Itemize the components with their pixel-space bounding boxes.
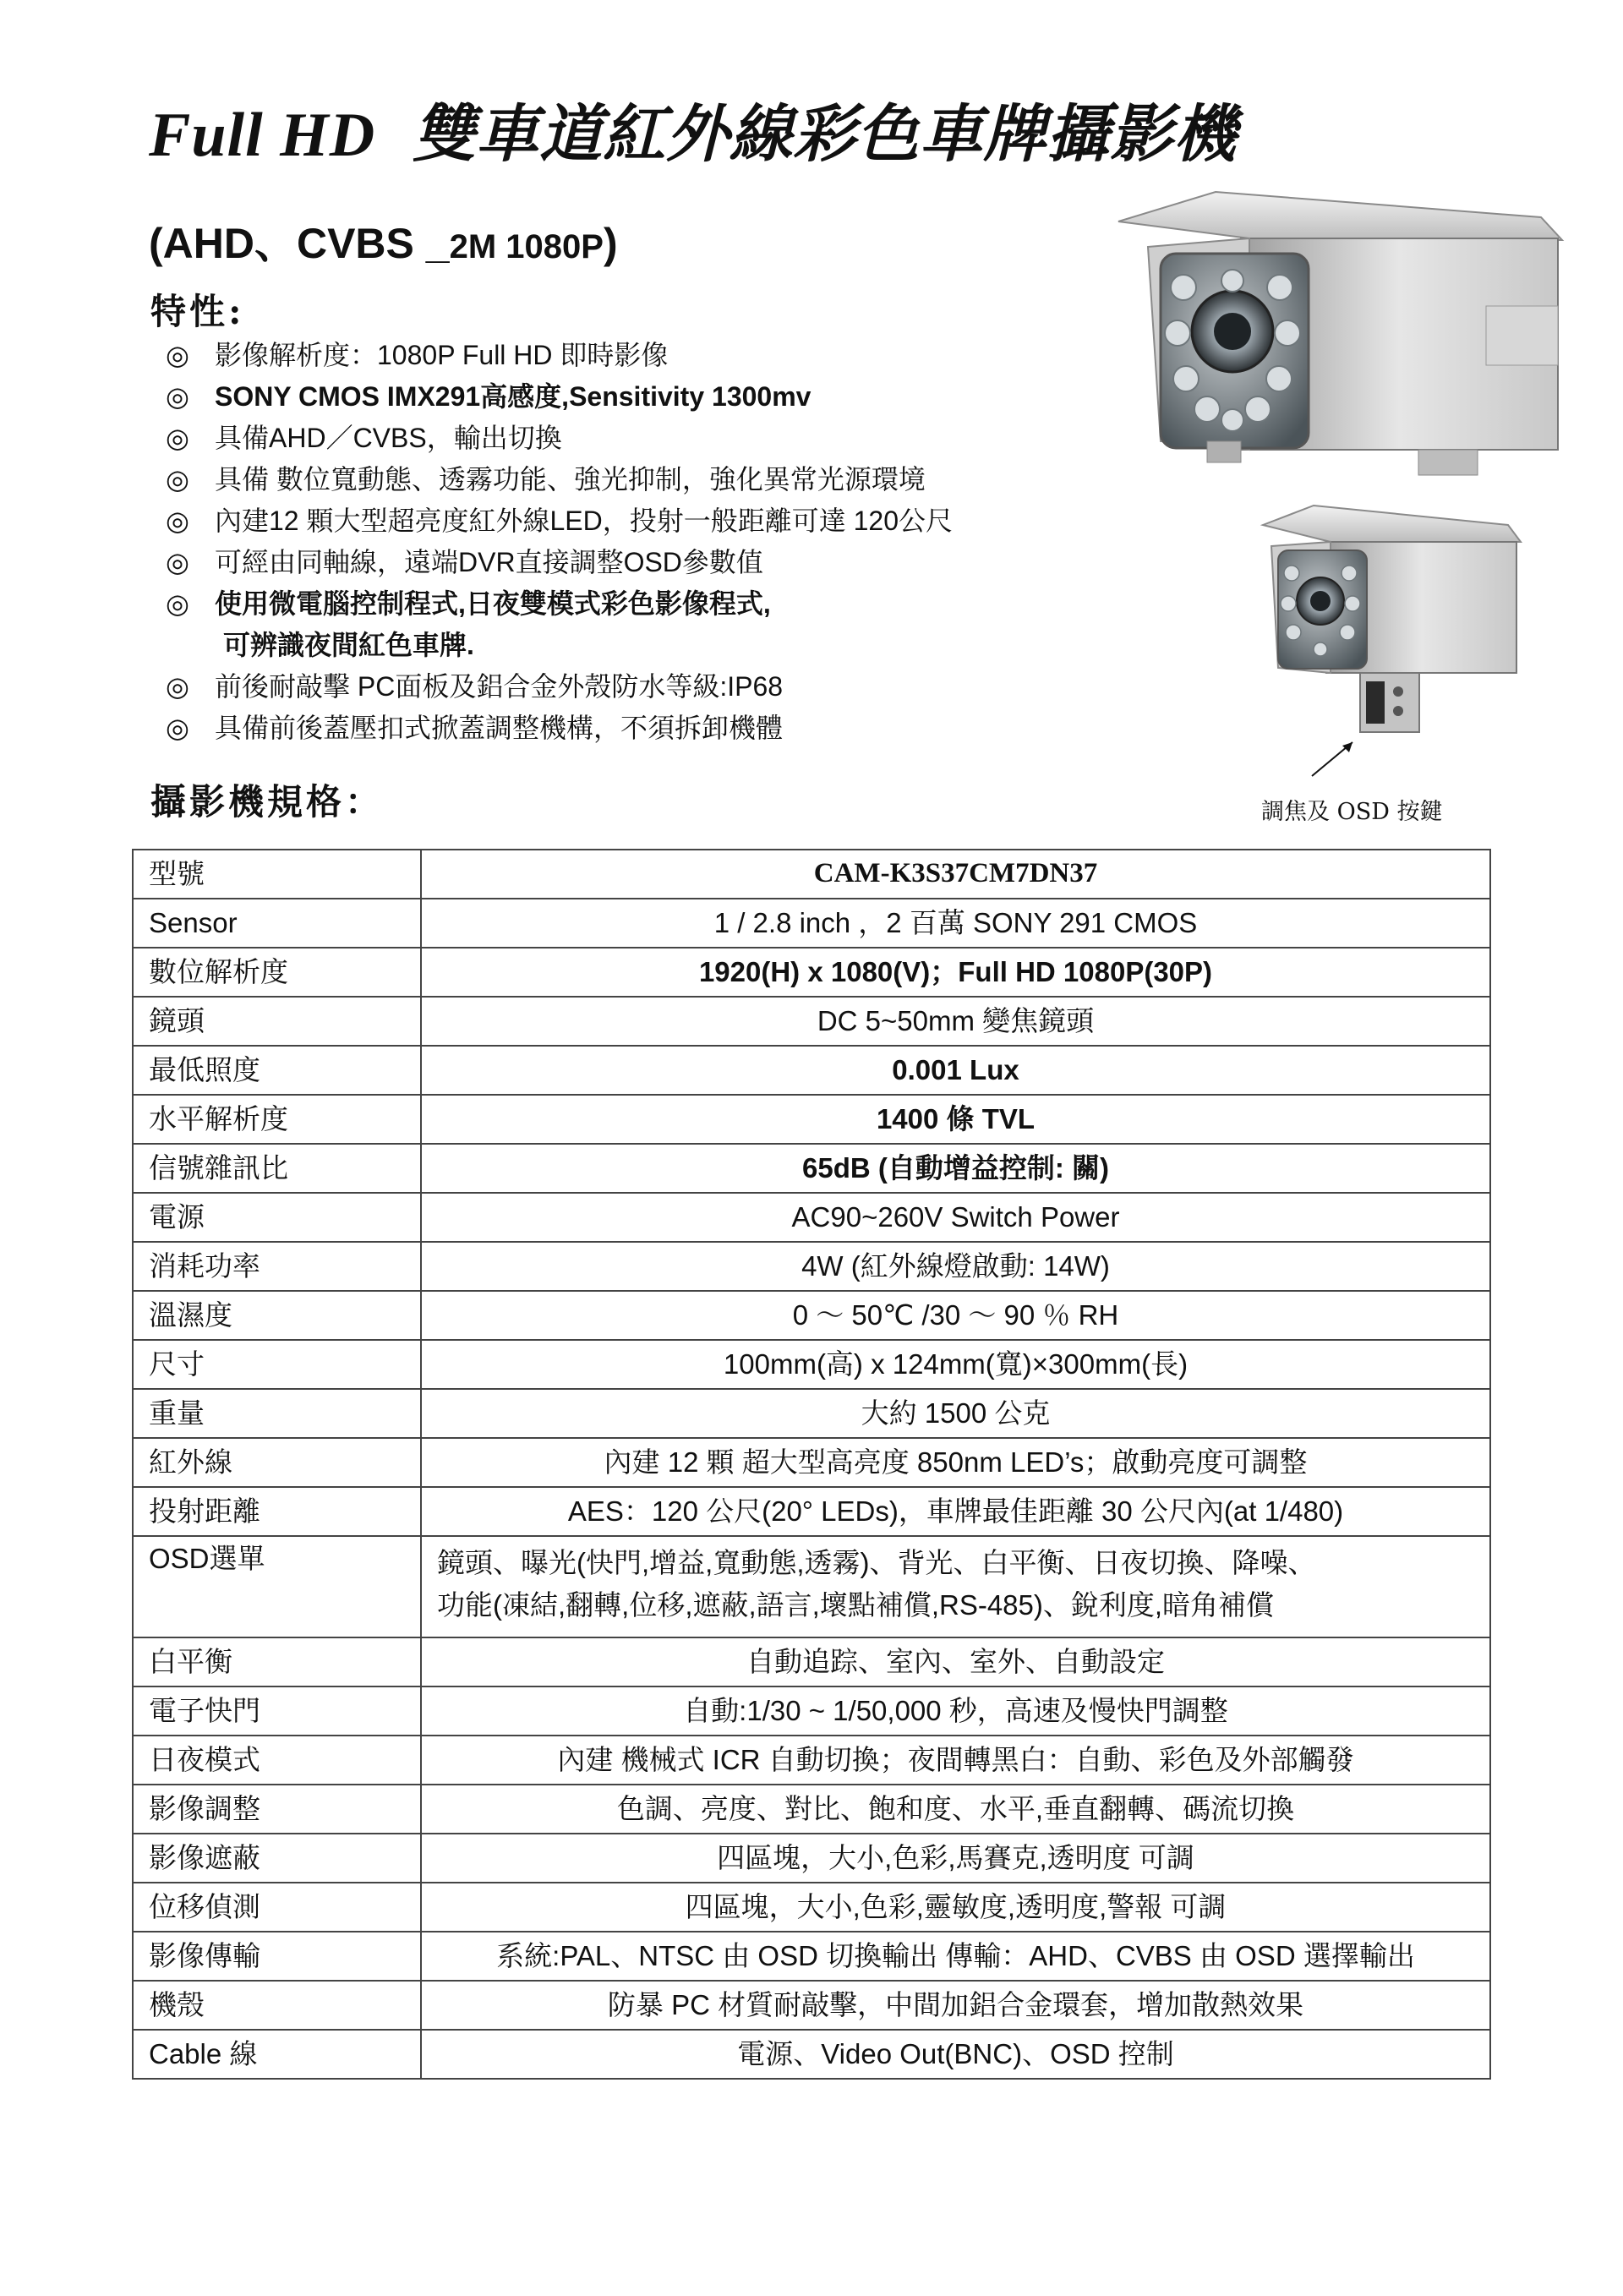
spec-label: 影像遮蔽 — [133, 1834, 421, 1883]
bullet-icon: ◎ — [166, 464, 189, 495]
spec-label: Sensor — [133, 899, 421, 948]
spec-label: 鏡頭 — [133, 997, 421, 1046]
table-row — [133, 1487, 1490, 1536]
spec-value: 大約 1500 公克 — [421, 1389, 1490, 1438]
table-row — [133, 1242, 1490, 1291]
bullet-icon: ◎ — [166, 588, 189, 619]
bullet-icon: ◎ — [166, 547, 189, 577]
spec-table — [132, 849, 1491, 2080]
table-row — [133, 1438, 1490, 1487]
spec-label: 消耗功率 — [133, 1242, 421, 1291]
callout-arrow-icon — [1309, 737, 1359, 779]
list-item: ◎ 具備 數位寬動態、透霧功能、強光抑制，強化異常光源環境 — [166, 459, 953, 500]
spec-label: 溫濕度 — [133, 1291, 421, 1340]
table-row — [133, 1340, 1490, 1389]
table-row — [133, 1536, 1490, 1637]
spec-label: 型號 — [133, 850, 421, 899]
specs-heading: 攝影機規格： — [150, 781, 385, 823]
table-row — [133, 1637, 1490, 1686]
list-item: ◎ 內建12 顆大型超亮度紅外線LED，投射一般距離可達 120公尺 — [166, 500, 953, 542]
spec-value: 0 ～ 50℃ /30 ～ 90 ％ RH — [421, 1291, 1490, 1340]
spec-value: CAM-K3S37CM7DN37 — [421, 850, 1490, 899]
spec-label: 機殼 — [133, 1981, 421, 2030]
table-row — [133, 1291, 1490, 1340]
table-row — [133, 2030, 1490, 2079]
bullet-icon: ◎ — [166, 340, 189, 370]
spec-value: 65dB (自動增益控制: 關) — [421, 1144, 1490, 1193]
table-row — [133, 1686, 1490, 1736]
list-item-continuation: 可辨識夜間紅色車牌. — [223, 630, 474, 660]
list-item: ◎ 前後耐敲擊 PC面板及鋁合金外殼防水等級:IP68 — [166, 666, 953, 708]
bullet-icon: ◎ — [166, 713, 189, 743]
table-row — [133, 1389, 1490, 1438]
table-row — [133, 1144, 1490, 1193]
camera-side-image — [1254, 504, 1525, 749]
table-row — [133, 948, 1490, 997]
spec-value: 鏡頭、曝光(快門,增益,寬動態,透霧)、背光、白平衡、日夜切換、降噪、 功能(凍結,翻轉,位移,遮蔽,語言,壞點補償,RS-485)、銳利度,暗角補償 — [421, 1536, 1490, 1637]
spec-value: AC90~260V Switch Power — [421, 1193, 1490, 1242]
spec-label: 水平解析度 — [133, 1095, 421, 1144]
table-row — [133, 1736, 1490, 1785]
spec-value: 色調、亮度、對比、飽和度、水平,垂直翻轉、碼流切換 — [421, 1785, 1490, 1834]
spec-value: 電源、Video Out(BNC)、OSD 控制 — [421, 2030, 1490, 2079]
spec-value: DC 5~50mm 變焦鏡頭 — [421, 997, 1490, 1046]
bullet-icon: ◎ — [166, 506, 189, 536]
spec-value: 1920(H) x 1080(V)；Full HD 1080P(30P) — [421, 948, 1490, 997]
spec-value: 100mm(高) x 124mm(寬)×300mm(長) — [421, 1340, 1490, 1389]
spec-label: 影像傳輸 — [133, 1932, 421, 1981]
spec-value: 四區塊，大小,色彩,馬賽克,透明度 可調 — [421, 1834, 1490, 1883]
spec-label: Cable 線 — [133, 2030, 421, 2079]
spec-value: 1400 條 TVL — [421, 1095, 1490, 1144]
list-item: ◎ 可經由同軸線，遠端DVR直接調整OSD參數值 — [166, 542, 953, 583]
features-heading: 特性: — [150, 291, 245, 332]
spec-label: 位移偵測 — [133, 1883, 421, 1932]
table-row — [133, 1095, 1490, 1144]
table-row — [133, 1193, 1490, 1242]
spec-value: 四區塊，大小,色彩,靈敏度,透明度,警報 可調 — [421, 1883, 1490, 1932]
spec-label: 重量 — [133, 1389, 421, 1438]
page-subtitle: (AHD、CVBS _2M 1080P) — [149, 220, 618, 267]
spec-label: 數位解析度 — [133, 948, 421, 997]
table-row — [133, 997, 1490, 1046]
title-full-hd: Full HD — [149, 101, 376, 170]
spec-label: 電子快門 — [133, 1686, 421, 1736]
list-item: ◎ 使用微電腦控制程式,日夜雙模式彩色影像程式, — [166, 583, 953, 625]
camera-front-image — [1114, 188, 1571, 492]
spec-value: 0.001 Lux — [421, 1046, 1490, 1095]
spec-value: 自動追踪、室內、室外、自動設定 — [421, 1637, 1490, 1686]
spec-value: 自動:1/30 ~ 1/50,000 秒，高速及慢快門調整 — [421, 1686, 1490, 1736]
spec-label: 白平衡 — [133, 1637, 421, 1686]
table-row — [133, 899, 1490, 948]
spec-value: AES：120 公尺(20° LEDs)，車牌最佳距離 30 公尺內(at 1/480) — [421, 1487, 1490, 1536]
spec-value: 1 / 2.8 inch ，2 百萬 SONY 291 CMOS — [421, 899, 1490, 948]
spec-label: 信號雜訊比 — [133, 1144, 421, 1193]
table-row — [133, 1883, 1490, 1932]
spec-value: 內建 機械式 ICR 自動切換；夜間轉黑白：自動、彩色及外部觸發 — [421, 1736, 1490, 1785]
title-product-name: 雙車道紅外線彩色車牌攝影機 — [413, 101, 1238, 170]
spec-label: 投射距離 — [133, 1487, 421, 1536]
bullet-icon: ◎ — [166, 423, 189, 453]
table-row — [133, 1981, 1490, 2030]
spec-value: 防暴 PC 材質耐敲擊，中間加鋁合金環套，增加散熱效果 — [421, 1981, 1490, 2030]
table-row — [133, 1046, 1490, 1095]
spec-label: OSD選單 — [133, 1536, 421, 1637]
bullet-icon: ◎ — [166, 381, 189, 412]
spec-value: 內建 12 顆 超大型高亮度 850nm LED’s；啟動亮度可調整 — [421, 1438, 1490, 1487]
spec-label: 電源 — [133, 1193, 421, 1242]
list-item: ◎ 具備前後蓋壓扣式掀蓋調整機構，不須拆卸機體 — [166, 708, 953, 749]
list-item: ◎ SONY CMOS IMX291高感度,Sensitivity 1300mv — [166, 376, 953, 418]
spec-value: 4W (紅外線燈啟動: 14W) — [421, 1242, 1490, 1291]
spec-label: 紅外線 — [133, 1438, 421, 1487]
table-row — [133, 1932, 1490, 1981]
spec-label: 尺寸 — [133, 1340, 421, 1389]
list-item: ◎ 具備AHD／CVBS，輸出切換 — [166, 418, 953, 459]
table-row — [133, 850, 1490, 899]
bullet-icon: ◎ — [166, 671, 189, 702]
features-list — [166, 335, 953, 749]
spec-label: 最低照度 — [133, 1046, 421, 1095]
table-row — [133, 1834, 1490, 1883]
spec-value: 系統:PAL、NTSC 由 OSD 切換輸出 傳輸：AHD、CVBS 由 OSD 選擇輸出 — [421, 1932, 1490, 1981]
list-item: ◎ 影像解析度：1080P Full HD 即時影像 — [166, 335, 953, 376]
spec-label: 日夜模式 — [133, 1736, 421, 1785]
table-row — [133, 1785, 1490, 1834]
focus-osd-callout: 調焦及 OSD 按鍵 — [1261, 799, 1443, 825]
spec-label: 影像調整 — [133, 1785, 421, 1834]
page-title — [149, 101, 1237, 170]
